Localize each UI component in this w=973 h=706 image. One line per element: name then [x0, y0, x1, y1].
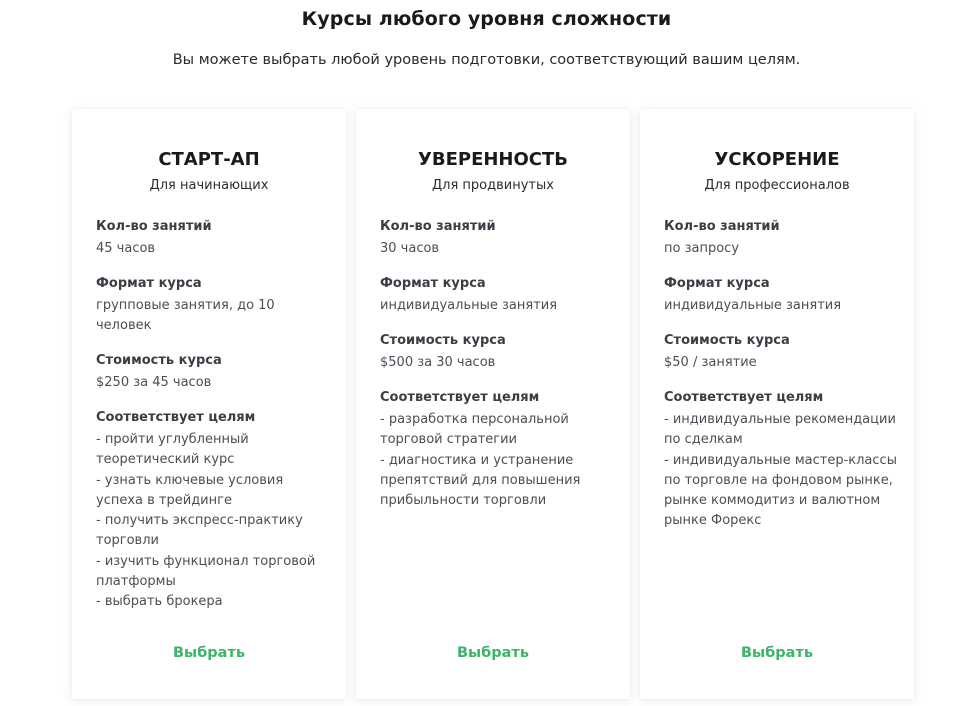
- price-value: $250 за 45 часов: [96, 375, 212, 390]
- goal-item: - выбрать брокера: [96, 594, 223, 610]
- lessons-value: 30 часов: [380, 241, 440, 256]
- goal-item: - узнать ключевые условия успеха в трейдинге: [96, 472, 284, 508]
- goals-label: Соответствует целям: [380, 390, 540, 405]
- card-body: [96, 217, 332, 613]
- course-card-start-up: [72, 109, 346, 699]
- format-value: индивидуальные занятия: [664, 298, 842, 313]
- price-label: Стоимость курса: [664, 333, 790, 348]
- card-title: СТАРТ-АП: [158, 149, 260, 170]
- price-value: $50 / занятие: [664, 355, 757, 370]
- goal-item: - пройти углубленный теоретический курс: [96, 432, 249, 468]
- goal-item: - диагностика и устранение препятствий для повышения прибыльности торговли: [380, 452, 581, 509]
- select-button-acceleration[interactable]: Выбрать: [640, 645, 914, 661]
- format-value: групповые занятия, до 10 человек: [96, 298, 275, 333]
- goal-item: - индивидуальные мастер-классы по торговле на фондовом рынке, рынке коммодитиз и валютном рынке Форекс: [664, 452, 897, 529]
- card-title: УВЕРЕННОСТЬ: [417, 149, 569, 170]
- page-title: Курсы любого уровня сложности: [301, 8, 672, 30]
- goal-item: - разработка персональной торговой стратегии: [380, 412, 569, 448]
- lessons-value: по запросу: [664, 241, 740, 256]
- goal-item: - индивидуальные рекомендации по сделкам: [664, 412, 896, 448]
- format-value: индивидуальные занятия: [380, 298, 558, 313]
- select-button-confidence[interactable]: Выбрать: [356, 645, 630, 661]
- price-value: $500 за 30 часов: [380, 355, 496, 370]
- card-level: Для профессионалов: [704, 178, 850, 193]
- goals-list: [96, 430, 332, 613]
- select-button-start-up[interactable]: Выбрать: [72, 645, 346, 661]
- course-card-acceleration: [640, 109, 914, 699]
- lessons-label: Кол-во занятий: [380, 219, 496, 234]
- goals-list: [380, 410, 616, 511]
- page-subtitle: Вы можете выбрать любой уровень подготовки, соответствующий вашим целям.: [172, 52, 801, 68]
- lessons-label: Кол-во занятий: [664, 219, 780, 234]
- format-label: Формат курса: [380, 276, 486, 291]
- lessons-value: 45 часов: [96, 241, 156, 256]
- card-body: [664, 217, 900, 532]
- goals-list: [664, 410, 900, 532]
- format-label: Формат курса: [96, 276, 202, 291]
- card-title: УСКОРЕНИЕ: [714, 149, 840, 170]
- card-body: [380, 217, 616, 511]
- course-cards: [72, 109, 915, 699]
- lessons-label: Кол-во занятий: [96, 219, 212, 234]
- course-card-confidence: [356, 109, 630, 699]
- price-label: Стоимость курса: [96, 353, 222, 368]
- goal-item: - изучить функционал торговой платформы: [96, 553, 316, 590]
- goals-label: Соответствует целям: [664, 390, 824, 405]
- price-label: Стоимость курса: [380, 333, 506, 348]
- format-label: Формат курса: [664, 276, 770, 291]
- card-level: Для начинающих: [149, 178, 269, 193]
- goal-item: - получить экспресс-практику торговли: [96, 513, 303, 549]
- card-level: Для продвинутых: [432, 178, 554, 193]
- goals-label: Соответствует целям: [96, 410, 256, 425]
